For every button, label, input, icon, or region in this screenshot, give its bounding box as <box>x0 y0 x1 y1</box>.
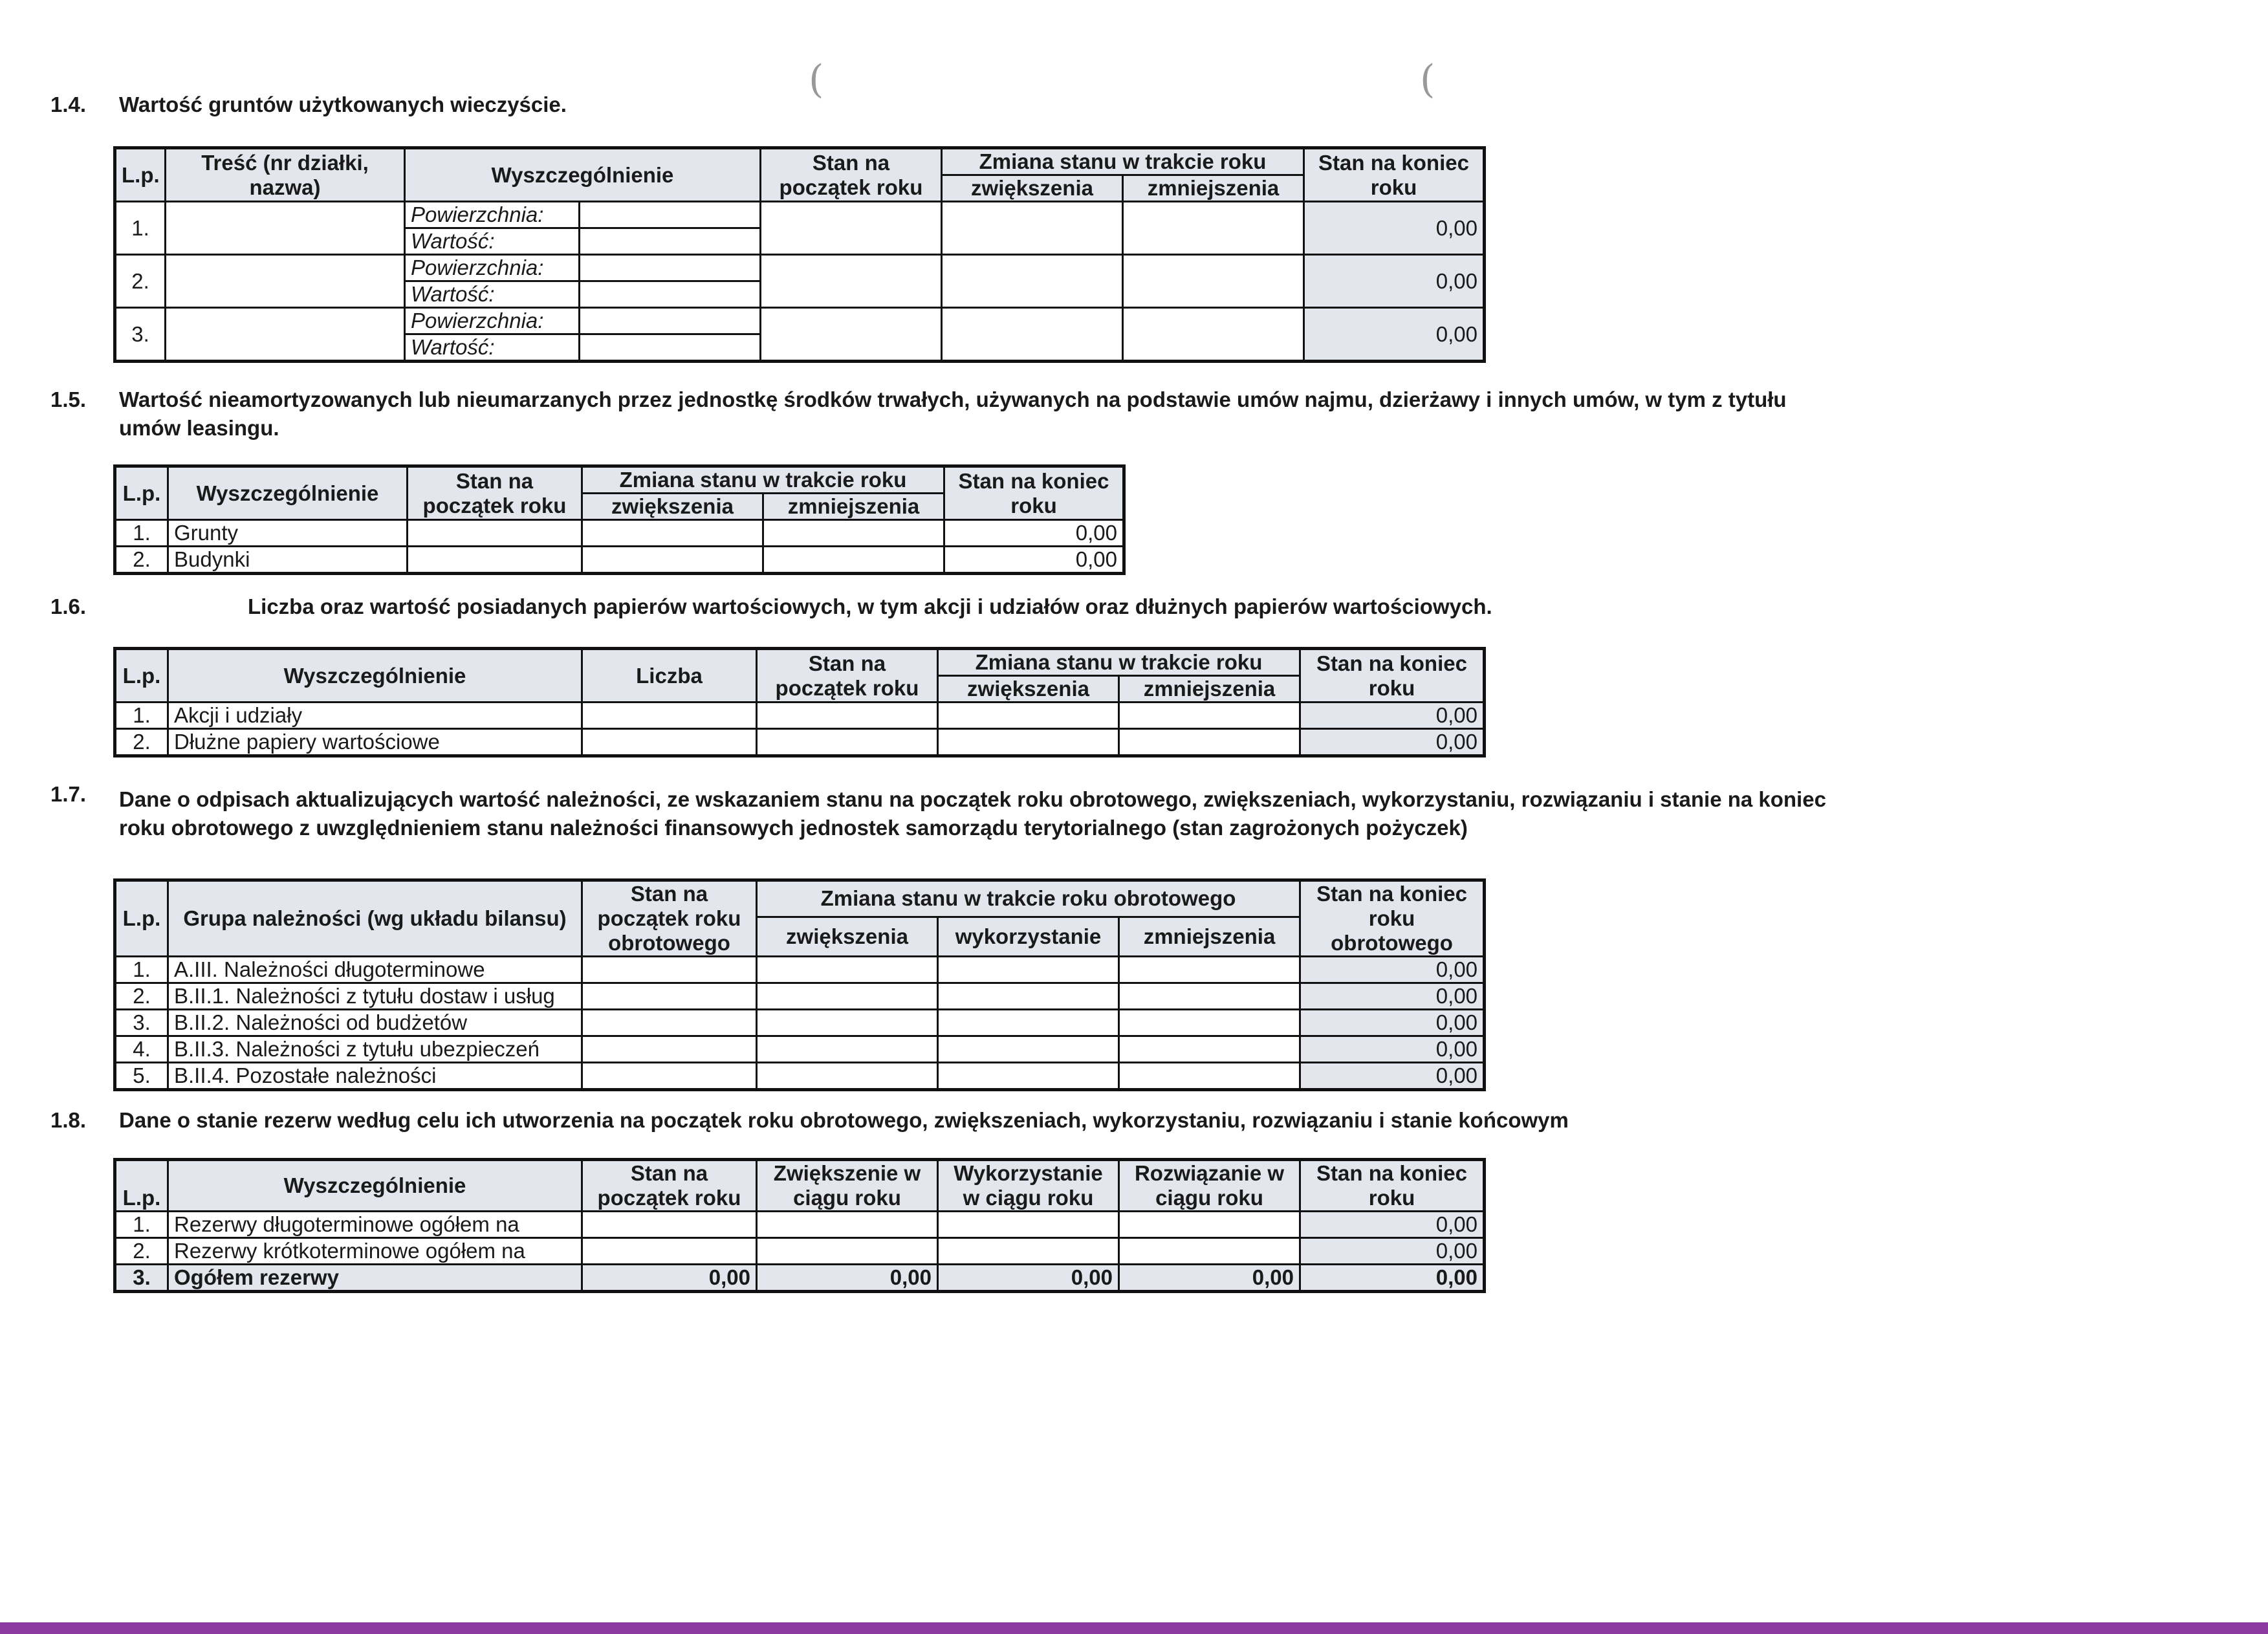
section-1-8-heading <box>50 1106 1797 1135</box>
col-header-lp: L.p. <box>115 1160 168 1212</box>
cell-zmniejszenia <box>1119 983 1300 1010</box>
cell-stan-pocz <box>582 1063 757 1090</box>
table-total-row <box>115 1265 1485 1292</box>
col-header-stan-kon: Stan na koniec roku <box>1300 649 1485 703</box>
cell-stan-pocz <box>761 255 942 308</box>
col-header-lp: L.p. <box>115 649 168 703</box>
cell-stan-pocz <box>582 1036 757 1063</box>
cell-lp: 2. <box>115 255 166 308</box>
col-header-zwiekszenia: zwiększenia <box>942 175 1123 202</box>
cell-zmniejszenia <box>1123 255 1304 308</box>
cell-tresc <box>166 202 405 255</box>
cell-stan-kon: 0,00 <box>1300 1265 1485 1292</box>
col-header-zmniejszenia: zmniejszenia <box>1119 917 1300 956</box>
cell-lp: 2. <box>115 1238 168 1265</box>
scan-mark: ( <box>809 57 824 102</box>
cell-zmniejszenia <box>763 547 944 574</box>
cell-wykorzystanie <box>938 957 1119 983</box>
cell-zwiekszenia <box>938 703 1119 729</box>
cell-zwiekszenia <box>582 547 763 574</box>
cell-lp: 1. <box>115 1212 168 1238</box>
cell-wykorzystanie <box>938 1238 1119 1265</box>
cell-lp: 1. <box>115 520 168 547</box>
section-1-6-heading <box>50 593 1732 621</box>
col-header-stan-pocz: Stan na początek roku <box>582 1160 757 1212</box>
table-1-7 <box>113 878 1486 1091</box>
cell-stan-kon: 0,00 <box>1304 255 1485 308</box>
cell-zmniejszenia <box>763 520 944 547</box>
cell-zmniejszenia <box>1123 308 1304 362</box>
cell-stan-pocz <box>408 520 582 547</box>
cell-stan-pocz <box>761 202 942 255</box>
cell-name: Rezerwy krótkoterminowe ogółem na <box>168 1238 582 1265</box>
col-header-wyszczegolnienie: Wyszczególnienie <box>168 649 582 703</box>
section-number: 1.4. <box>50 93 87 116</box>
col-header-wykorzystanie: wykorzystanie <box>938 917 1119 956</box>
cell-pow-value <box>580 308 761 334</box>
cell-stan-pocz <box>582 1010 757 1036</box>
cell-stan-kon: 0,00 <box>1304 202 1485 255</box>
table-1-6 <box>113 647 1486 757</box>
cell-pow-label: Powierzchnia: <box>405 255 580 281</box>
section-number: 1.6. <box>50 594 87 618</box>
col-header-zwiekszenia: zwiększenia <box>757 917 938 956</box>
cell-lp: 1. <box>115 202 166 255</box>
table-row <box>115 255 1485 281</box>
cell-pow-label: Powierzchnia: <box>405 202 580 228</box>
table-row <box>115 520 1124 547</box>
cell-pow-value <box>580 255 761 281</box>
col-header-stan-pocz: Stan na początek roku obrotowego <box>582 880 757 957</box>
cell-zwiekszenia <box>757 1036 938 1063</box>
table-1-5 <box>113 464 1126 575</box>
col-header-zwiekszenia: zwiększenia <box>582 494 763 520</box>
table-row <box>115 1212 1485 1238</box>
cell-name: A.III. Należności długoterminowe <box>168 957 582 983</box>
cell-pow-label: Powierzchnia: <box>405 308 580 334</box>
cell-wykorzystanie <box>938 1212 1119 1238</box>
cell-wykorzystanie <box>938 983 1119 1010</box>
cell-stan-kon: 0,00 <box>1300 729 1485 756</box>
col-header-zmiana: Zmiana stanu w trakcie roku <box>942 148 1304 175</box>
col-header-rozwiazanie: Rozwiązanie w ciągu roku <box>1119 1160 1300 1212</box>
col-header-stan-pocz: Stan na początek roku <box>757 649 938 703</box>
cell-wart-value <box>580 281 761 308</box>
cell-stan-kon: 0,00 <box>1300 1238 1485 1265</box>
cell-zmniejszenia <box>1119 1010 1300 1036</box>
cell-lp: 5. <box>115 1063 168 1090</box>
cell-lp: 3. <box>115 1010 168 1036</box>
cell-wart-label: Wartość: <box>405 228 580 255</box>
table-row <box>115 202 1485 228</box>
cell-stan-pocz <box>757 729 938 756</box>
cell-lp: 2. <box>115 547 168 574</box>
cell-zwiekszenie <box>757 1238 938 1265</box>
col-header-zmniejszenia: zmniejszenia <box>763 494 944 520</box>
section-1-4-heading <box>50 91 956 119</box>
cell-rozwiazanie: 0,00 <box>1119 1265 1300 1292</box>
cell-tresc <box>166 308 405 362</box>
section-title: Wartość gruntów użytkowanych wieczyście. <box>119 93 567 116</box>
cell-zwiekszenie <box>757 1212 938 1238</box>
cell-wart-value <box>580 334 761 362</box>
col-header-wyszczegolnienie: Wyszczególnienie <box>405 148 761 202</box>
cell-stan-kon: 0,00 <box>1300 1010 1485 1036</box>
table-1-8 <box>113 1158 1486 1293</box>
cell-stan-kon: 0,00 <box>1300 957 1485 983</box>
cell-lp: 1. <box>115 957 168 983</box>
section-number: 1.5. <box>50 387 87 411</box>
cell-zwiekszenia <box>942 202 1123 255</box>
col-header-stan-pocz: Stan na początek roku <box>408 466 582 520</box>
col-header-wykorzystanie: Wykorzystanie w ciągu roku <box>938 1160 1119 1212</box>
col-header-grupa: Grupa należności (wg układu bilansu) <box>168 880 582 957</box>
col-header-stan-kon: Stan na koniec roku obrotowego <box>1300 880 1485 957</box>
cell-wykorzystanie: 0,00 <box>938 1265 1119 1292</box>
cell-zmniejszenia <box>1119 1036 1300 1063</box>
cell-wykorzystanie <box>938 1063 1119 1090</box>
cell-wart-label: Wartość: <box>405 281 580 308</box>
cell-lp: 3. <box>115 308 166 362</box>
cell-zmniejszenia <box>1119 703 1300 729</box>
cell-rozwiazanie <box>1119 1212 1300 1238</box>
col-header-zmniejszenia: zmniejszenia <box>1123 175 1304 202</box>
cell-zwiekszenia <box>757 957 938 983</box>
col-header-stan-kon: Stan na koniec roku <box>1304 148 1485 202</box>
cell-lp: 2. <box>115 983 168 1010</box>
cell-zwiekszenia <box>582 520 763 547</box>
cell-stan-kon: 0,00 <box>944 520 1124 547</box>
col-header-liczba: Liczba <box>582 649 757 703</box>
cell-pow-value <box>580 202 761 228</box>
cell-zmniejszenia <box>1119 729 1300 756</box>
col-header-lp: L.p. <box>115 466 168 520</box>
cell-wart-label: Wartość: <box>405 334 580 362</box>
cell-lp: 1. <box>115 703 168 729</box>
table-row <box>115 729 1485 756</box>
cell-lp: 3. <box>115 1265 168 1292</box>
cell-stan-pocz <box>582 1212 757 1238</box>
col-header-stan-kon: Stan na koniec roku <box>1300 1160 1485 1212</box>
section-number: 1.8. <box>50 1108 87 1132</box>
col-header-lp: L.p. <box>115 148 166 202</box>
cell-name: Ogółem rezerwy <box>168 1265 582 1292</box>
table-row <box>115 1238 1485 1265</box>
section-number: 1.7. <box>50 782 87 806</box>
cell-stan-pocz <box>582 957 757 983</box>
table-row <box>115 547 1124 574</box>
cell-zwiekszenia <box>757 983 938 1010</box>
cell-liczba <box>582 703 757 729</box>
table-row <box>115 957 1485 983</box>
col-header-stan-pocz: Stan na początek roku <box>761 148 942 202</box>
cell-stan-kon: 0,00 <box>944 547 1124 574</box>
section-title: Dane o stanie rezerw według celu ich utworzenia na początek roku obrotowego, zwiększeniach, wykorzystaniu, rozwiązaniu i stanie końcowym <box>119 1108 1569 1132</box>
cell-wykorzystanie <box>938 1010 1119 1036</box>
cell-zmniejszenia <box>1119 1063 1300 1090</box>
col-header-tresc: Treść (nr działki, nazwa) <box>166 148 405 202</box>
table-row <box>115 1010 1485 1036</box>
col-header-zwiekszenie: Zwiększenie w ciągu roku <box>757 1160 938 1212</box>
cell-stan-kon: 0,00 <box>1300 703 1485 729</box>
cell-stan-pocz: 0,00 <box>582 1265 757 1292</box>
col-header-zmiana: Zmiana stanu w trakcie roku <box>938 649 1300 676</box>
cell-stan-pocz <box>582 983 757 1010</box>
cell-zmniejszenia <box>1119 957 1300 983</box>
cell-name: Dłużne papiery wartościowe <box>168 729 582 756</box>
cell-rozwiazanie <box>1119 1238 1300 1265</box>
section-title: Wartość nieamortyzowanych lub nieumarzanych przez jednostkę środków trwałych, używanych na podstawie umów najmu, dzierżawy i innych umów, w tym z tytułu umów leasingu. <box>119 387 1787 440</box>
cell-stan-kon: 0,00 <box>1300 983 1485 1010</box>
cell-lp: 2. <box>115 729 168 756</box>
col-header-stan-kon: Stan na koniec roku <box>944 466 1124 520</box>
cell-zwiekszenia <box>942 308 1123 362</box>
cell-wykorzystanie <box>938 1036 1119 1063</box>
cell-name: B.II.3. Należności z tytułu ubezpieczeń <box>168 1036 582 1063</box>
cell-name: B.II.2. Należności od budżetów <box>168 1010 582 1036</box>
cell-stan-pocz <box>761 308 942 362</box>
cell-stan-kon: 0,00 <box>1300 1063 1485 1090</box>
col-header-zwiekszenia: zwiększenia <box>938 676 1119 703</box>
cell-name: Budynki <box>168 547 408 574</box>
cell-stan-kon: 0,00 <box>1300 1036 1485 1063</box>
cell-name: B.II.1. Należności z tytułu dostaw i usług <box>168 983 582 1010</box>
cell-tresc <box>166 255 405 308</box>
col-header-zmiana: Zmiana stanu w trakcie roku <box>582 466 944 494</box>
cell-zwiekszenia <box>938 729 1119 756</box>
cell-liczba <box>582 729 757 756</box>
cell-stan-kon: 0,00 <box>1304 308 1485 362</box>
section-title: Dane o odpisach aktualizujących wartość należności, ze wskazaniem stanu na początek roku obrotowego, zwiększeniach, wykorzystaniu, rozwiązaniu i stanie na koniec roku obrotowego z uwzględnieniem stanu należności finansowych jednostek samorządu terytorialnego (stan zagrożonych pożyczek) <box>119 787 1826 840</box>
col-header-wyszczegolnienie: Wyszczególnienie <box>168 1160 582 1212</box>
cell-zwiekszenie: 0,00 <box>757 1265 938 1292</box>
table-row <box>115 703 1485 729</box>
cell-stan-pocz <box>582 1238 757 1265</box>
table-row <box>115 983 1485 1010</box>
section-title: Liczba oraz wartość posiadanych papierów wartościowych, w tym akcji i udziałów oraz dłużnych papierów wartościowych. <box>248 594 1492 618</box>
section-1-7-heading <box>50 780 1849 842</box>
cell-name: Rezerwy długoterminowe ogółem na <box>168 1212 582 1238</box>
table-row <box>115 1063 1485 1090</box>
cell-name: Akcji i udziały <box>168 703 582 729</box>
table-row <box>115 308 1485 334</box>
cell-lp: 4. <box>115 1036 168 1063</box>
scan-mark: ( <box>1420 57 1435 102</box>
cell-zwiekszenia <box>757 1010 938 1036</box>
table-1-4 <box>113 146 1486 363</box>
col-header-lp: L.p. <box>115 880 168 957</box>
col-header-wyszczegolnienie: Wyszczególnienie <box>168 466 408 520</box>
cell-zwiekszenia <box>942 255 1123 308</box>
cell-zwiekszenia <box>757 1063 938 1090</box>
table-row <box>115 1036 1485 1063</box>
col-header-zmiana: Zmiana stanu w trakcie roku obrotowego <box>757 880 1300 917</box>
cell-zmniejszenia <box>1123 202 1304 255</box>
cell-name: B.II.4. Pozostałe należności <box>168 1063 582 1090</box>
cell-stan-pocz <box>757 703 938 729</box>
section-1-5-heading <box>50 386 1836 444</box>
scan-edge-bar <box>0 1622 2268 1634</box>
cell-wart-value <box>580 228 761 255</box>
cell-stan-kon: 0,00 <box>1300 1212 1485 1238</box>
cell-stan-pocz <box>408 547 582 574</box>
col-header-zmniejszenia: zmniejszenia <box>1119 676 1300 703</box>
cell-name: Grunty <box>168 520 408 547</box>
